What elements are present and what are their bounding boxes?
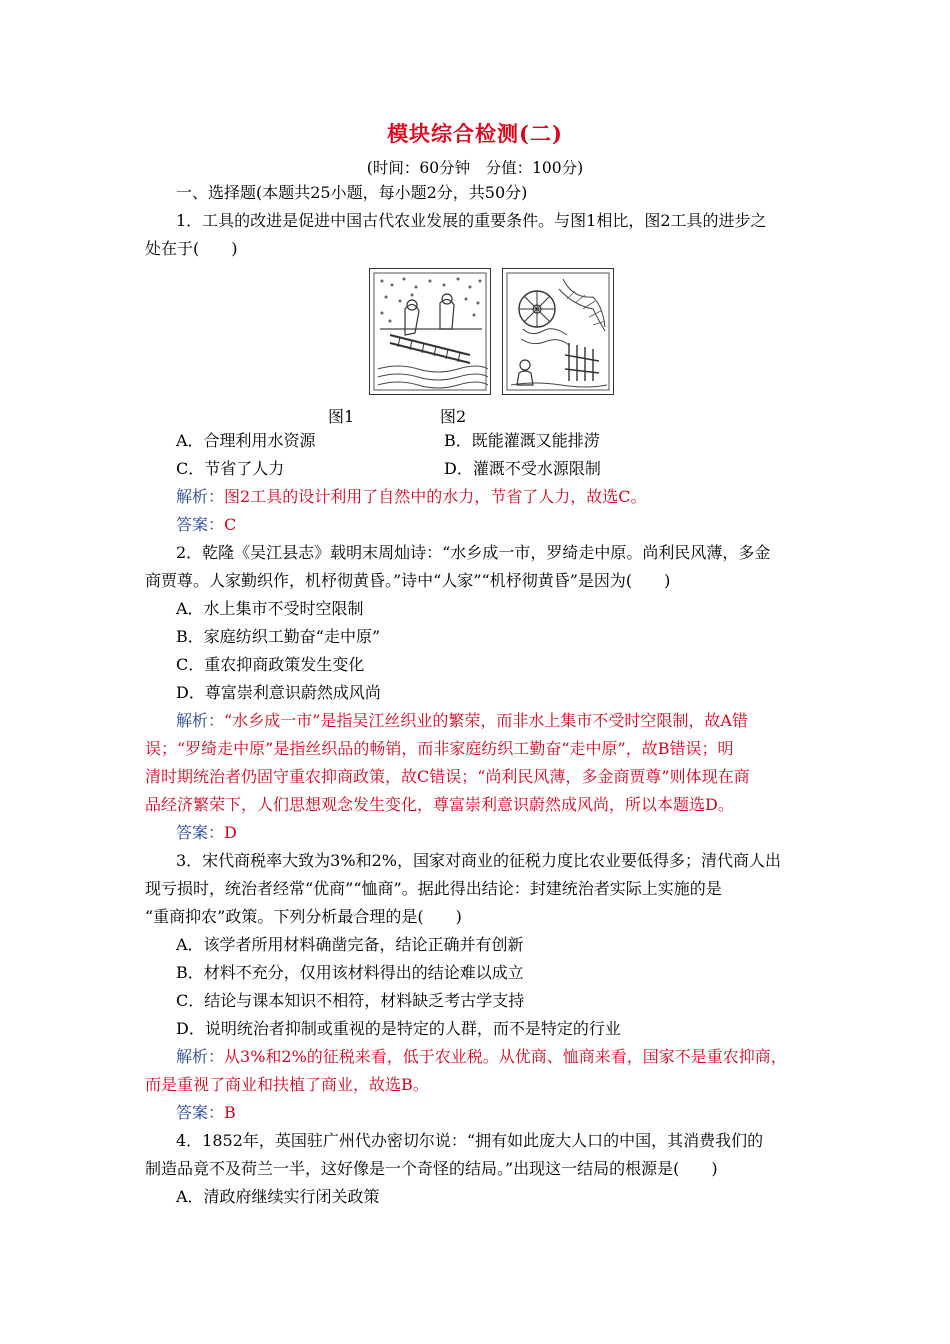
q1-analysis [176, 486, 841, 508]
q1-option-a: A．合理利用水资源 [176, 431, 316, 450]
q1-stem-line1: 1．工具的改进是促进中国古代农业发展的重要条件。与图1相比，图2工具的进步之 [176, 211, 767, 230]
q2-option-a: A．水上集市不受时空限制 [176, 599, 364, 618]
q2-stem-line2: 商贾尊。人家勤织作，机杼彻黄昏。”诗中“人家”“机杼彻黄昏”是因为( ) [145, 571, 671, 590]
q3-option-d: D．说明统治者抑制或重视的是特定的人群，而不是特定的行业 [176, 1019, 621, 1038]
figure-2-illustration [503, 269, 613, 394]
figure-1-caption: 图1 [328, 407, 355, 426]
figure-1-illustration [370, 269, 490, 394]
analysis-text: “水乡成一市”是指吴江丝织业的繁荣，而非水上集市不受时空限制，故A错 [224, 711, 748, 730]
q1-option-c: C．节省了人力 [176, 459, 285, 478]
answer-value: C [224, 515, 237, 534]
q3-option-c: C．结论与课本知识不相符，材料缺乏考古学支持 [176, 991, 525, 1010]
q3-analysis-line2: 而是重视了商业和扶植了商业，故选B。 [145, 1075, 429, 1094]
analysis-label: 解析： [176, 487, 225, 506]
answer-label: 答案： [176, 1103, 225, 1122]
analysis-text: 从3%和2%的征税来看，低于农业税。从优商、恤商来看，国家不是重农抑商， [224, 1047, 787, 1066]
figure-1-image [369, 268, 491, 395]
q1-answer [176, 514, 841, 536]
q1-option-b: B．既能灌溉又能排涝 [444, 431, 600, 450]
q4-option-a: A．清政府继续实行闭关政策 [176, 1187, 380, 1206]
analysis-label: 解析： [176, 711, 225, 730]
q2-option-b: B．家庭纺织工勤奋“走中原” [176, 627, 381, 646]
q2-analysis-line4: 品经济繁荣下，人们思想观念发生变化，尊富崇利意识蔚然成风尚，所以本题选D。 [145, 795, 734, 814]
q3-option-b: B．材料不充分，仅用该材料得出的结论难以成立 [176, 963, 524, 982]
analysis-label: 解析： [176, 1047, 225, 1066]
q2-analysis-line3: 清时期统治者仍固守重农抑商政策，故C错误；“尚利民风薄，多金商贾尊”则体现在商 [145, 767, 750, 786]
analysis-text: 图2工具的设计利用了自然中的水力，节省了人力，故选C。 [224, 487, 647, 506]
time-score-info: (时间：60分钟 分值：100分) [366, 159, 584, 177]
answer-label: 答案： [176, 823, 225, 842]
figure-2-caption: 图2 [440, 407, 467, 426]
q1-option-d: D．灌溉不受水源限制 [444, 459, 601, 478]
figure-2-image [502, 268, 614, 395]
q3-answer [176, 1102, 841, 1124]
answer-label: 答案： [176, 515, 225, 534]
q2-analysis-line1 [176, 710, 841, 732]
answer-value: D [224, 823, 237, 842]
section-heading: 一、选择题(本题共25小题，每小题2分，共50分) [176, 183, 528, 202]
q2-analysis-line2: 误；“罗绮走中原”是指丝织品的畅销，而非家庭纺织工勤奋“走中原”，故B错误；明 [145, 739, 734, 758]
q3-stem-line1: 3．宋代商税率大致为3%和2%，国家对商业的征税力度比农业要低得多；清代商人出 [176, 851, 781, 870]
q3-stem-line3: “重商抑农”政策。下列分析最合理的是( ) [145, 907, 462, 926]
q3-option-a: A．该学者所用材料确凿完备，结论正确并有创新 [176, 935, 524, 954]
q4-stem-line1: 4．1852年，英国驻广州代办密切尔说：“拥有如此庞大人口的中国，其消费我们的 [176, 1131, 764, 1150]
q4-stem-line2: 制造品竟不及荷兰一半，这好像是一个奇怪的结局。”出现这一结局的根源是( ) [145, 1159, 718, 1178]
q2-answer [176, 822, 841, 844]
q3-stem-line2: 现亏损时，统治者经常“优商”“恤商”。据此得出结论：封建统治者实际上实施的是 [145, 879, 722, 898]
q2-option-d: D．尊富崇利意识蔚然成风尚 [176, 683, 381, 702]
q1-stem-line2: 处在于( ) [145, 239, 238, 258]
q3-analysis-line1 [176, 1046, 841, 1068]
answer-value: B [224, 1103, 236, 1122]
q2-option-c: C．重农抑商政策发生变化 [176, 655, 365, 674]
page-title: 模块综合检测(二) [387, 121, 563, 146]
q2-stem-line1: 2．乾隆《吴江县志》载明末周灿诗：“水乡成一市，罗绮走中原。尚利民风薄，多金 [176, 543, 771, 562]
